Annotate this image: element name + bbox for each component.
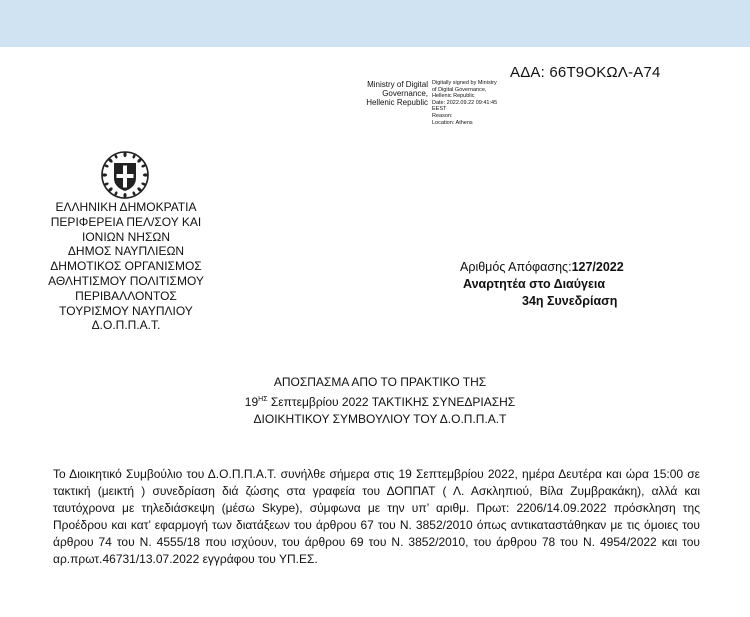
authority-line: ΠΕΡΙΒΑΛΛΟΝΤΟΣ bbox=[75, 288, 177, 303]
signer-line: Governance, bbox=[382, 89, 428, 98]
signature-detail-line: Reason: bbox=[432, 112, 453, 119]
session-number: 34η Συνεδρίαση bbox=[522, 294, 618, 308]
issuing-authority bbox=[36, 200, 216, 333]
extract-line: ΑΠΟΣΠΑΣΜΑ ΑΠΟ ΤΟ ΠΡΑΚΤΙΚΟ ΤΗΣ bbox=[273, 375, 487, 389]
authority-line: ΑΘΛΗΤΙΣΜΟΥ ΠΟΛΙΤΙΣΜΟΥ bbox=[48, 273, 204, 288]
signature-detail-line: EEST bbox=[432, 106, 447, 113]
authority-line: ΔΗΜΟΣ ΝΑΥΠΛΙΕΩΝ bbox=[67, 244, 185, 259]
top-banner bbox=[0, 0, 750, 47]
extract-date-rest: Σεπτεμβρίου 2022 ΤΑΚΤΙΚΗΣ ΣΥΝΕΔΡΙΑΣΗΣ bbox=[267, 395, 516, 409]
signature-detail-line: of Digital Governance, bbox=[432, 86, 487, 93]
extract-line: ΔΙΟΙΚΗΤΙΚΟΥ ΣΥΜΒΟΥΛΙΟΥ ΤΟΥ Δ.Ο.Π.Π.Α.Τ bbox=[253, 412, 507, 426]
signature-detail-line: Location: Athens bbox=[432, 119, 473, 126]
signer-line: Hellenic Republic bbox=[366, 98, 428, 107]
extract-heading bbox=[150, 374, 610, 428]
decision-info bbox=[430, 259, 680, 310]
decision-number-label: Αριθμός Απόφασης: bbox=[460, 260, 572, 274]
digital-signature-details bbox=[432, 80, 552, 126]
extract-day-suffix: ΗΣ bbox=[258, 396, 268, 403]
authority-line: Δ.Ο.Π.Π.Α.Τ. bbox=[91, 318, 161, 333]
authority-line: ΙΟΝΙΩΝ ΝΗΣΩΝ bbox=[81, 229, 171, 244]
signature-detail-line: Digitally signed by Ministry bbox=[432, 80, 497, 86]
meeting-paragraph: Το Διοικητικό Συμβούλιο του Δ.Ο.Π.Π.Α.Τ. συνήλθε σήμερα στις 19 Σεπτεμβρίου 2022, ημέρα Δευτέρα και ώρα 15:00 σε τακτική (μεικτή ) συνεδρίαση διά ζώσης στα γραφεία του ΔΟΠΠΑΤ ( Λ. Ασκληπιού, Βίλα Ζυμβρακάκη), αλλά και ταυτόχρονα με τηλεδιάσκεψη (μέσω Skype), σύμφωνα με την υπ’ αριθμ. Πρωτ: 2206/14.09.2022 πρόσκληση της Προέδρου και κατ’ εφαρμογή των διατάξεων του άρθρου 67 του Ν. 3852/2010 όπως αντικαταστάθηκαν με τις όμοιες του άρθρου 74 του Ν. 4555/18 που ισχύουν, του άρθρου 69 του Ν. 3852/2010, του άρθρου 78 του Ν. 4954/2022 και του αρ.πρωτ.46731/13.07.2022 εγγράφου του ΥΠ.ΕΣ. bbox=[53, 467, 700, 566]
authority-line: ΤΟΥΡΙΣΜΟΥ ΝΑΥΠΛΙΟΥ bbox=[59, 303, 193, 318]
authority-line: ΠΕΡΙΦΕΡΕΙΑ ΠΕΛ/ΣΟΥ ΚΑΙ bbox=[50, 214, 202, 229]
extract-day: 19 bbox=[244, 395, 259, 409]
digital-signature-signer bbox=[338, 80, 428, 107]
posting-note: Αναρτητέα στο Διαύγεια bbox=[463, 277, 606, 291]
decision-number-value: 127/2022 bbox=[571, 260, 624, 274]
extract-line-date bbox=[150, 391, 610, 411]
decision-number bbox=[430, 259, 680, 276]
signer-line: Ministry of Digital bbox=[367, 80, 428, 89]
authority-line: ΔΗΜΟΤΙΚΟΣ ΟΡΓΑΝΙΣΜΟΣ bbox=[50, 259, 202, 274]
signature-detail-line: Hellenic Republic bbox=[432, 93, 475, 100]
authority-line: ΕΛΛΗΝΙΚΗ ΔΗΜΟΚΡΑΤΙΑ bbox=[55, 200, 197, 214]
greek-coat-of-arms-icon bbox=[100, 150, 150, 200]
signature-detail-line: Date: 2022.09.22 09:41:45 bbox=[432, 99, 498, 106]
ada-code: ΑΔΑ: 66Τ9ΟΚΩΛ-Α74 bbox=[510, 64, 661, 81]
